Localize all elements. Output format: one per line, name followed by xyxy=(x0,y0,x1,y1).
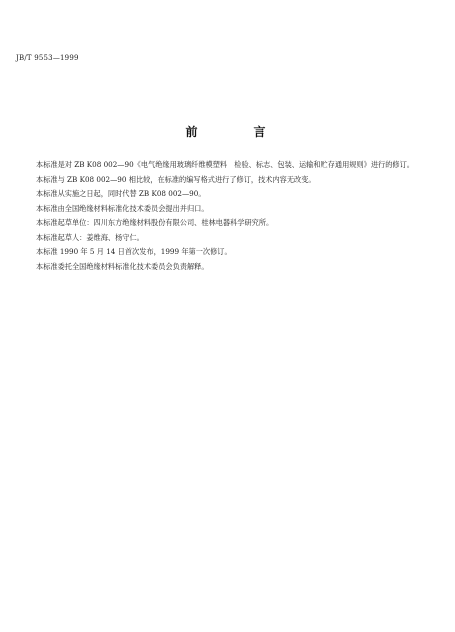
page-title: 前 言 xyxy=(185,125,288,139)
paragraph-drafting-units: 本标准起草单位：四川东方绝缘材料股份有限公司、桂林电器科学研究所。 xyxy=(36,218,274,227)
paragraph-revision: 本标准是对 ZB K08 002—90《电气绝缘用玻璃纤维模塑料 检验、标志、包装、运输和贮存通用规则》进行的修订。 xyxy=(36,160,414,169)
standard-code: JB/T 9553—1999 xyxy=(16,54,79,62)
paragraph-interpretation: 本标准委托全国绝缘材料标准化技术委员会负责解释。 xyxy=(36,261,209,271)
paragraph-history: 本标准 1990 年 5 月 14 日首次发布，1999 年第一次修订。 xyxy=(36,247,232,256)
paragraph-comparison: 本标准与 ZB K08 002—90 相比较，在标准的编写格式进行了修订，技术内容无改变。 xyxy=(36,174,316,184)
paragraph-replacement: 本标准从实施之日起，同时代替 ZB K08 002—90。 xyxy=(36,189,206,198)
paragraph-drafters: 本标准起草人：姜维海、杨守仁。 xyxy=(36,232,144,242)
foreword-body xyxy=(18,158,443,274)
paragraph-proposer: 本标准由全国绝缘材料标准化技术委员会提出并归口。 xyxy=(36,203,209,213)
